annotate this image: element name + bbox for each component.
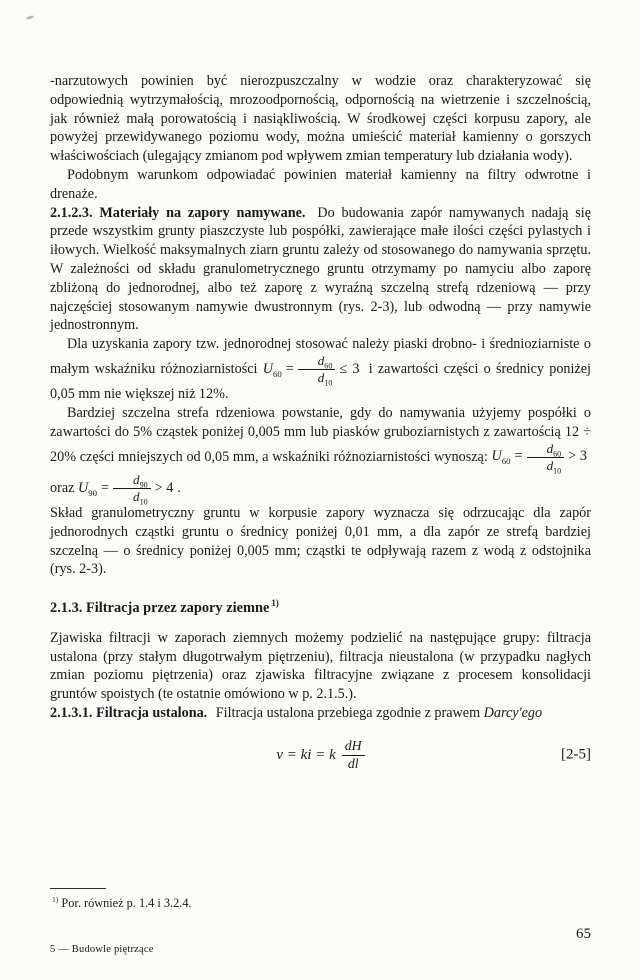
paragraph-podobnym: Podobnym warunkom odpowiadać powinien materiał kamienny na filtry odwrotne i drenaże. [50, 166, 591, 202]
u-variable: U [77, 479, 89, 496]
numerator-subscript: 90 [139, 480, 148, 490]
numerator-dH: dH [344, 737, 362, 753]
denominator-subscript: 10 [324, 378, 333, 388]
footnote [50, 888, 450, 911]
numerator-subscript: 60 [324, 361, 333, 371]
section-heading-2123: 2.1.2.3. Materiały na zapory namywane. [50, 204, 306, 221]
numerator-subscript: 60 [553, 449, 562, 459]
numerator-variable: d [546, 440, 554, 456]
fraction-denominator [527, 457, 565, 476]
section-2123 [50, 204, 591, 336]
paragraph-bardziej [50, 404, 591, 507]
denominator-dl: dl [347, 755, 359, 771]
section-heading-213 [50, 599, 591, 618]
paragraph-text: Bardziej szczelna strefa rdzeniowa powstanie, gdy do namywania użyjemy pospółki o zawartości do 5% cząstek poniżej 0,005 mm lub piasków gruboziarnistych z zawartością 12 ÷ 20% części mniejszych od 0,05 mm, a wskaźniki różnoziarnistości wynoszą: [50, 404, 591, 465]
section-2131-body: Filtracja ustalona przebiega zgodnie z prawem [215, 705, 481, 722]
fraction-denominator [298, 370, 336, 388]
denominator-variable: d [133, 488, 140, 504]
inline-formula-u60-2 [491, 440, 592, 476]
u-subscript: 60 [501, 456, 511, 467]
fraction [527, 440, 565, 476]
section-heading-2131: 2.1.3.1. Filtracja ustalona. [50, 705, 208, 722]
relation: > 4 [154, 479, 174, 496]
equals-sign: = [285, 360, 294, 377]
fraction [298, 352, 336, 388]
equals-sign: = [514, 448, 523, 465]
u-subscript: 60 [272, 368, 282, 379]
scan-artifact [26, 15, 35, 20]
equation-body [276, 739, 364, 772]
darcy-name-italic: Darcy'ego [483, 705, 543, 722]
fraction-denominator [113, 488, 151, 507]
section-2123-body: Do budowania zapór namywanych nadają się przede wszystkim grunty piaszczyste lub pospółki, zawierające małe ilości części pylastych i iłowych. Wielkość maksymalnych ziarn gruntu zależy od stosowanego do namywania sprzętu. W zależności od składu granulometrycznego gruntu otrzymamy po namyciu albo zaporę zbliżoną do jednorodnej, albo też zaporę z wyraźną szczelną strefą rdzeniową — przy najczęściej stosowanym namywie dwustronnym (rys. 2-3), lub odwodną — przy namywie jednostronnym. [50, 204, 591, 334]
footnote-text [50, 896, 450, 911]
relation: > 3 [568, 448, 587, 465]
equation-2-5 [50, 739, 591, 772]
equation-fraction [342, 739, 365, 772]
u-variable: U [491, 448, 502, 465]
numerator-variable: d [133, 471, 140, 487]
equation-number: [2-5] [561, 746, 591, 763]
paragraph-sklad: Skład granulometryczny gruntu w korpusie zapory wyznacza się odrzucając dla zapór jednorodnych cząstki gruntu o średnicy poniżej 0,01 mm, a dla zapór ze strefą bardziej szczelną — o średnicy poniżej 0,005 mm; cząstki te odpływają razem z wodą z odstojnika (rys. 2-3). [50, 504, 591, 578]
section-2131 [50, 704, 591, 723]
fraction-numerator [113, 473, 151, 489]
paragraph-text: i zawartości części o średnicy poniżej 0,05 mm nie większej niż 12%. [50, 360, 592, 403]
denominator-subscript: 10 [139, 497, 148, 507]
denominator-subscript: 10 [553, 466, 562, 476]
footnote-body: Por. również p. 1.4 i 3.2.4. [61, 896, 192, 910]
fraction-numerator [342, 739, 365, 756]
relation: ≤ 3 [339, 360, 360, 377]
fraction [113, 471, 151, 507]
footnote-marker: 1) [52, 894, 59, 904]
text-column [50, 72, 591, 772]
footnote-rule [50, 888, 106, 889]
heading-text: 2.1.3. Filtracja przez zapory ziemne [50, 600, 270, 617]
footnote-reference: 1) [271, 598, 279, 609]
paragraph-text: Dla uzyskania zapory tzw. jednorodnej stosować należy piaski drobno- i średnioziarniste o małym wskaźniku różnoziarnistości [50, 336, 591, 377]
inline-formula-u90 [77, 471, 177, 507]
fraction-numerator [527, 442, 565, 458]
u-variable: U [262, 360, 273, 377]
denominator-variable: d [317, 370, 325, 386]
paragraph-continuation: -narzutowych powinien być nierozpuszczalny w wodzie oraz charakteryzować się odpowiednią wytrzymałością, mrozoodpornością, odpornością na wietrzenie i szczelnością, jak również małą porowatością i nasiąkliwością. W środkowej części korpusu zapory, ale powyżej przewidywanego poziomu wody, można umieścić materiał kamienny o gorszych właściwościach (ulegający zmianom pod wpływem zmian temperatury lub działania wody). [50, 73, 591, 165]
denominator-variable: d [546, 457, 554, 473]
equation-lhs: v = ki = k [276, 746, 336, 763]
inline-formula-u60 [262, 352, 364, 388]
equals-sign: = [101, 479, 110, 496]
page-number: 65 [576, 926, 591, 942]
paragraph-zjawiska: Zjawiska filtracji w zaporach ziemnych możemy podzielić na następujące grupy: filtracja ustalona (przy stałym długotrwałym piętrzeniu), filtracja nieustalona (w przypadku nagłych zmian poziomu piętrzenia) oraz zjawiska filtracyjne związane z procesem konsolidacji gruntów spoistych (te ostatnie omówiono w p. 2.1.5.). [50, 629, 591, 703]
fraction-denominator [342, 756, 365, 772]
footer-signature: 5 — Budowle piętrzące [50, 944, 154, 955]
paragraph-text: oraz [50, 479, 75, 496]
fraction-numerator [298, 354, 336, 370]
paragraph-dla-uzyskania [50, 335, 591, 404]
numerator-variable: d [317, 352, 325, 368]
sentence-period: . [177, 479, 181, 496]
u-subscript: 90 [88, 487, 98, 498]
